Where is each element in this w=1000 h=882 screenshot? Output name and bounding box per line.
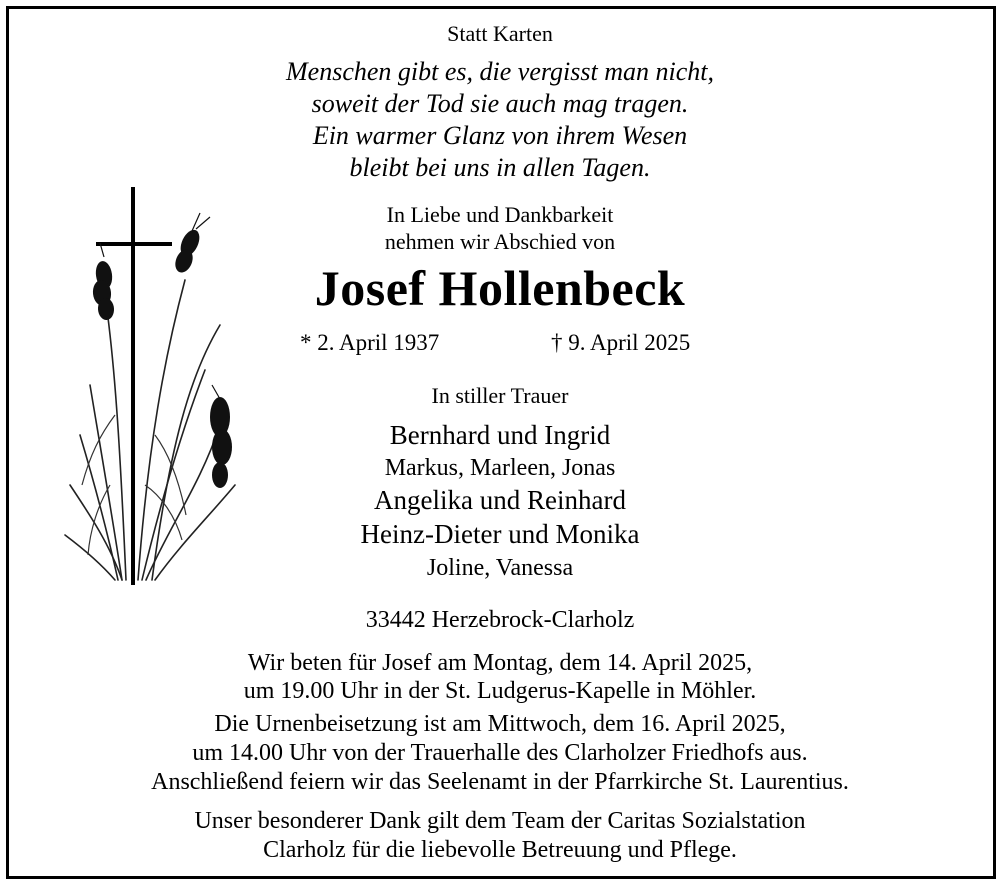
poem-line-2: soweit der Tod sie auch mag tragen. — [311, 89, 689, 118]
poem-line-4: bleibt bei uns in allen Tagen. — [349, 153, 651, 182]
mourner-3: Angelika und Reinhard — [374, 485, 626, 515]
service-line-1: Wir beten für Josef am Montag, dem 14. April 2025, — [247, 650, 753, 676]
burial-line-3: Anschließend feiern wir das Seelenamt in der Pfarrkirche St. Laurentius. — [151, 769, 849, 795]
service-line-2: um 19.00 Uhr in der St. Ludgerus-Kapelle in Möhler. — [243, 678, 757, 704]
mourner-2: Markus, Marleen, Jonas — [384, 455, 616, 481]
thanks-line-2: Clarholz für die liebevolle Betreuung und Pflege. — [263, 837, 737, 863]
intro-line-2: nehmen wir Abschied von — [384, 229, 616, 254]
birth-date: * 2. April 1937 — [300, 330, 440, 355]
burial-line-1: Die Urnenbeisetzung ist am Mittwoch, dem 16. April 2025, — [214, 711, 786, 737]
deceased-name: Josef Hollenbeck — [314, 260, 686, 316]
burial-line-2: um 14.00 Uhr von der Trauerhalle des Clarholzer Friedhofs aus. — [192, 740, 808, 766]
cross-and-wheat-icon — [60, 185, 250, 585]
mourner-4: Heinz-Dieter und Monika — [360, 519, 640, 549]
thanks-line-1: Unser besonderer Dank gilt dem Team der Caritas Sozialstation — [194, 808, 806, 834]
poem-line-1: Menschen gibt es, die vergisst man nicht, — [286, 57, 714, 86]
mourning-label: In stiller Trauer — [431, 383, 569, 408]
poem-line-3: Ein warmer Glanz von ihrem Wesen — [312, 121, 688, 150]
header-text: Statt Karten — [447, 21, 553, 46]
mourner-1: Bernhard und Ingrid — [389, 420, 611, 450]
location-text: 33442 Herzebrock-Clarholz — [365, 607, 635, 633]
mourner-5: Joline, Vanessa — [426, 555, 574, 581]
death-date: † 9. April 2025 — [551, 330, 691, 355]
intro-line-1: In Liebe und Dankbarkeit — [386, 202, 614, 227]
